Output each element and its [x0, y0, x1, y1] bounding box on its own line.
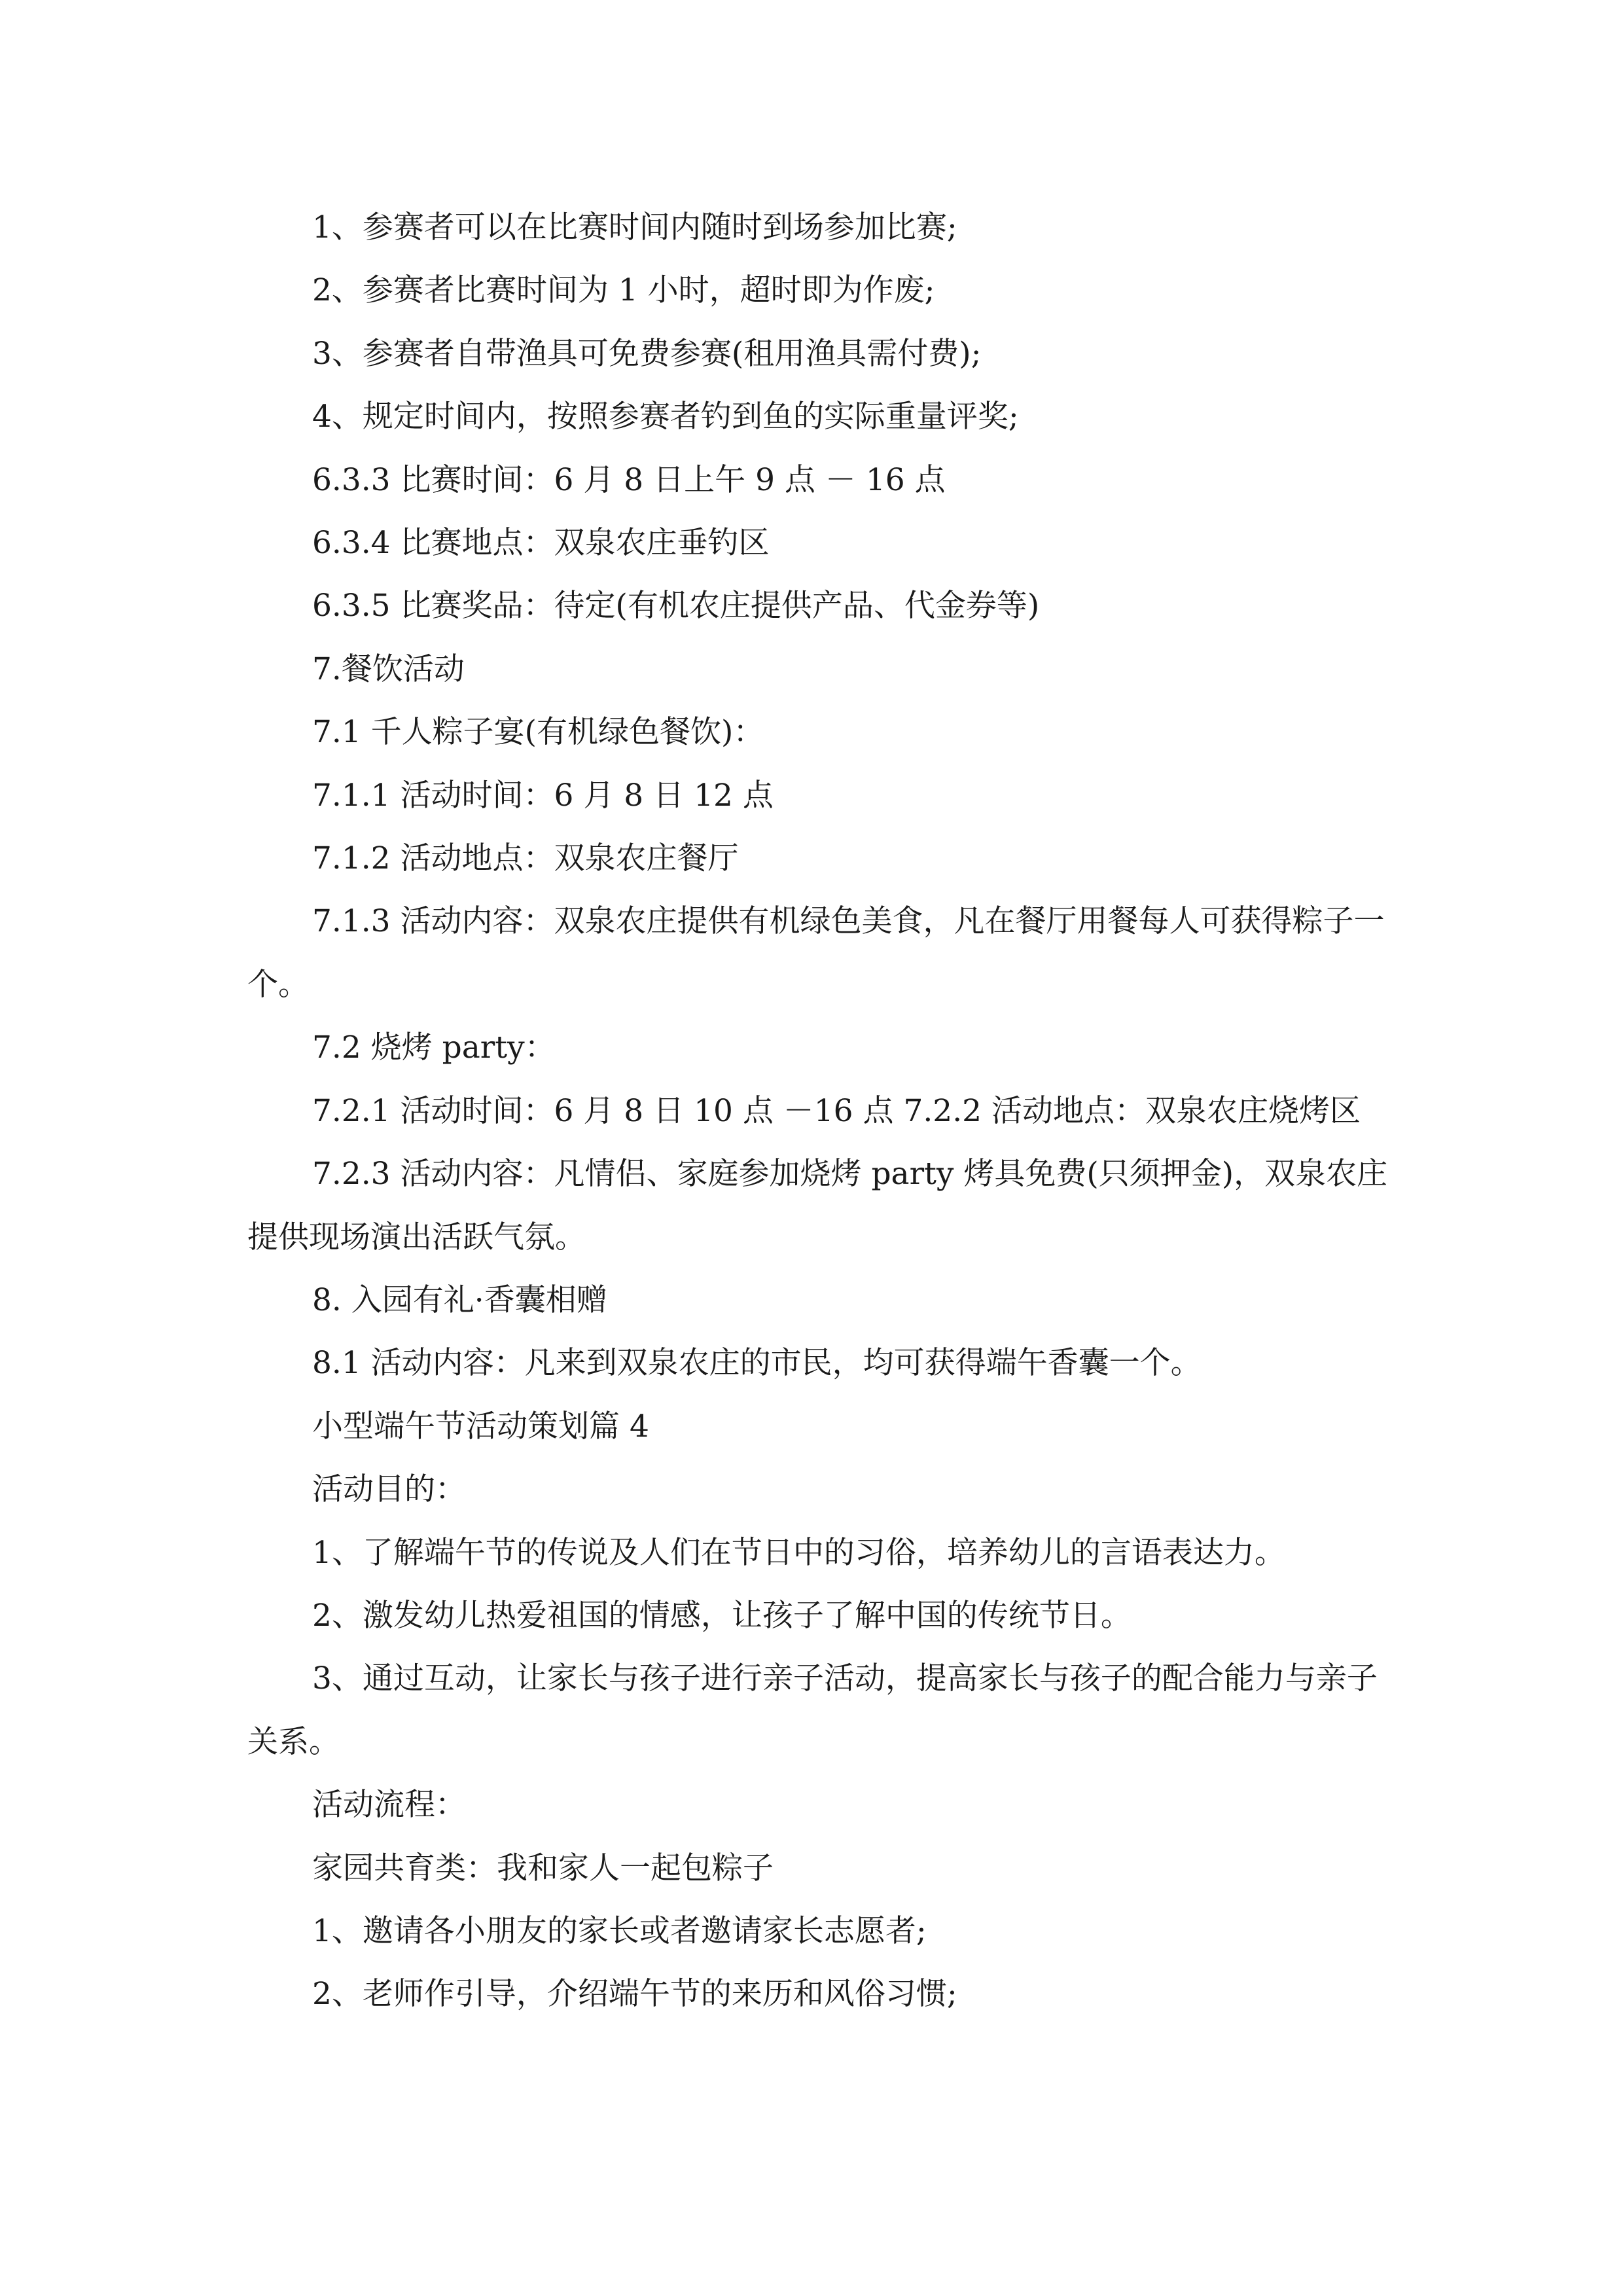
paragraph: 2、老师作引导，介绍端午节的来历和风俗习惯;: [312, 1976, 957, 2013]
paragraph: 3、通过互动，让家长与孩子进行亲子活动，提高家长与孩子的配合能力与亲子关系。: [247, 1660, 1378, 1760]
paragraph: 1、了解端午节的传说及人们在节日中的习俗，培养幼儿的言语表达力。: [312, 1534, 1285, 1571]
paragraph: 1、参赛者可以在比赛时间内随时到场参加比赛;: [312, 209, 957, 245]
paragraph: 家园共育类：我和家人一起包粽子: [312, 1850, 774, 1886]
paragraph: 活动流程：: [312, 1787, 466, 1823]
paragraph: 7.1.3 活动内容：双泉农庄提供有机绿色美食，凡在餐厅用餐每人可获得粽子一个。: [247, 903, 1385, 1003]
paragraph: 7.1.2 活动地点：双泉农庄餐厅: [312, 840, 739, 877]
paragraph: 8.1 活动内容：凡来到双泉农庄的市民，均可获得端午香囊一个。: [312, 1345, 1202, 1382]
paragraph: 7.1 千人粽子宴(有机绿色餐饮)：: [312, 714, 764, 751]
document-body: [247, 196, 1399, 2026]
paragraph: 7.2.3 活动内容：凡情侣、家庭参加烧烤 party 烤具免费(只须押金)，双泉农庄提供现场演出活跃气氛。: [247, 1156, 1388, 1255]
paragraph: 7.2.1 活动时间：6 月 8 日 10 点 －16 点 7.2.2 活动地点：双泉农庄烧烤区: [312, 1092, 1361, 1129]
paragraph: 6.3.4 比赛地点：双泉农庄垂钓区: [312, 525, 770, 562]
paragraph: 7.1.1 活动时间：6 月 8 日 12 点: [312, 777, 774, 814]
paragraph: 6.3.3 比赛时间：6 月 8 日上午 9 点 － 16 点: [312, 461, 946, 498]
section-heading: 8. 入园有礼·香囊相赠: [312, 1282, 607, 1318]
paragraph: 2、参赛者比赛时间为 1 小时，超时即为作废;: [312, 272, 935, 309]
paragraph: 1、邀请各小朋友的家长或者邀请家长志愿者;: [312, 1912, 927, 1949]
paragraph: 2、激发幼儿热爱祖国的情感，让孩子了解中国的传统节日。: [312, 1597, 1132, 1634]
paragraph: 4、规定时间内，按照参赛者钓到鱼的实际重量评奖;: [312, 399, 1019, 435]
article-title: 小型端午节活动策划篇 4: [312, 1408, 649, 1444]
paragraph: 活动目的：: [312, 1471, 466, 1508]
paragraph: 7.2 烧烤 party：: [312, 1030, 556, 1066]
paragraph: 3、参赛者自带渔具可免费参赛(租用渔具需付费);: [312, 335, 982, 372]
paragraph: 6.3.5 比赛奖品：待定(有机农庄提供产品、代金券等): [312, 588, 1040, 624]
section-heading: 7.餐饮活动: [312, 651, 465, 687]
